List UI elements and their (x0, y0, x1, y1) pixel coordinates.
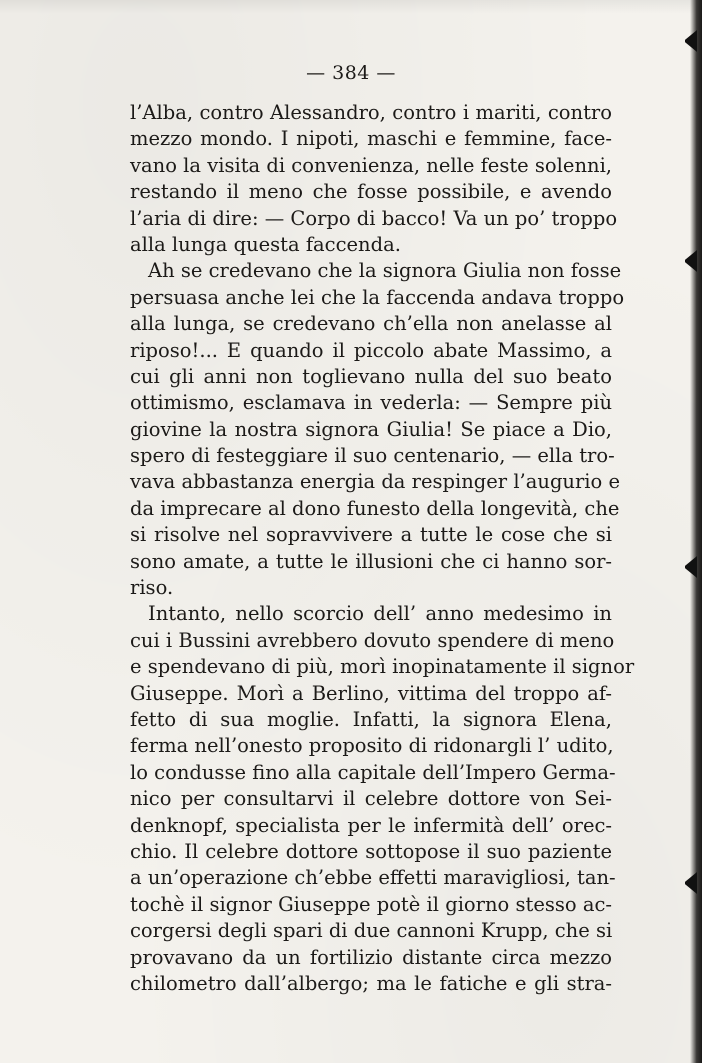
text-line: Giuseppe. Morì a Berlino, vittima del troppo af- (130, 681, 612, 705)
text-line: tochè il signor Giuseppe potè il giorno stesso ac- (130, 892, 612, 916)
text-line: alla lunga questa faccenda. (130, 232, 401, 256)
text-line: sono amate, a tutte le illusioni che ci hanno sor- (130, 549, 612, 573)
text-line: cui gli anni non toglievano nulla del suo beato (130, 364, 612, 388)
text-line: nico per consultarvi il celebre dottore von Sei- (130, 787, 612, 811)
text-line: si risolve nel sopravvivere a tutte le cose che si (130, 523, 612, 547)
body-text (130, 100, 635, 997)
text-line: lo condusse fino alla capitale dell’Impero Germa- (130, 760, 616, 784)
text-line: corgersi degli spari di due cannoni Krupp, che si (130, 919, 613, 943)
text-line: provavano da un fortilizio distante circa mezzo (130, 945, 612, 969)
text-line: da imprecare al dono funesto della longevità, che (130, 496, 620, 520)
text-line: e spendevano di più, morì inopinatamente il signor (130, 655, 635, 679)
text-line: ferma nell’onesto proposito di ridonargli l’ udito, (130, 734, 614, 758)
text-line: persuasa anche lei che la faccenda andava troppo (130, 285, 625, 309)
text-line: spero di festeggiare il suo centenario, — ella tro- (130, 444, 615, 468)
text-line: alla lunga, se credevano ch’ella non anelasse al (130, 312, 612, 336)
text-line: chilometro dall’albergo; ma le fatiche e gli stra- (130, 971, 612, 995)
text-line: Intanto, nello scorcio dell’ anno medesimo in (148, 602, 612, 626)
page-binding-edge (690, 0, 702, 1063)
text-line: a un’operazione ch’ebbe effetti maravigliosi, tan- (130, 866, 616, 890)
text-line: Ah se credevano che la signora Giulia non fosse (148, 259, 622, 283)
text-line: restando il meno che fosse possibile, e avendo (130, 180, 612, 204)
text-line: cui i Bussini avrebbero dovuto spendere di meno (130, 628, 615, 652)
text-line: l’Alba, contro Alessandro, contro i mariti, contro (130, 101, 612, 124)
text-line: l’aria di dire: — Corpo di bacco! Va un po’ troppo (130, 206, 618, 230)
page-top-shadow (0, 0, 702, 14)
text-line: giovine la nostra signora Giulia! Se piace a Dio, (130, 417, 612, 441)
text-line: vano la visita di convenienza, nelle feste solenni, (130, 153, 612, 177)
text-line: fetto di sua moglie. Infatti, la signora Elena, (130, 707, 612, 731)
text-line: riposo!... E quando il piccolo abate Massimo, a (130, 338, 612, 362)
text-line: chio. Il celebre dottore sottopose il suo paziente (130, 839, 612, 863)
text-line: denknopf, specialista per le infermità dell’ orec- (130, 813, 612, 837)
text-line: vava abbastanza energia da respinger l’augurio e (130, 470, 621, 494)
text-line: mezzo mondo. I nipoti, maschi e femmine, face- (130, 127, 612, 151)
page-number: — 384 — (306, 62, 396, 84)
text-line: riso. (130, 576, 174, 600)
text-line: ottimismo, esclamava in vederla: — Sempre più (130, 391, 612, 415)
